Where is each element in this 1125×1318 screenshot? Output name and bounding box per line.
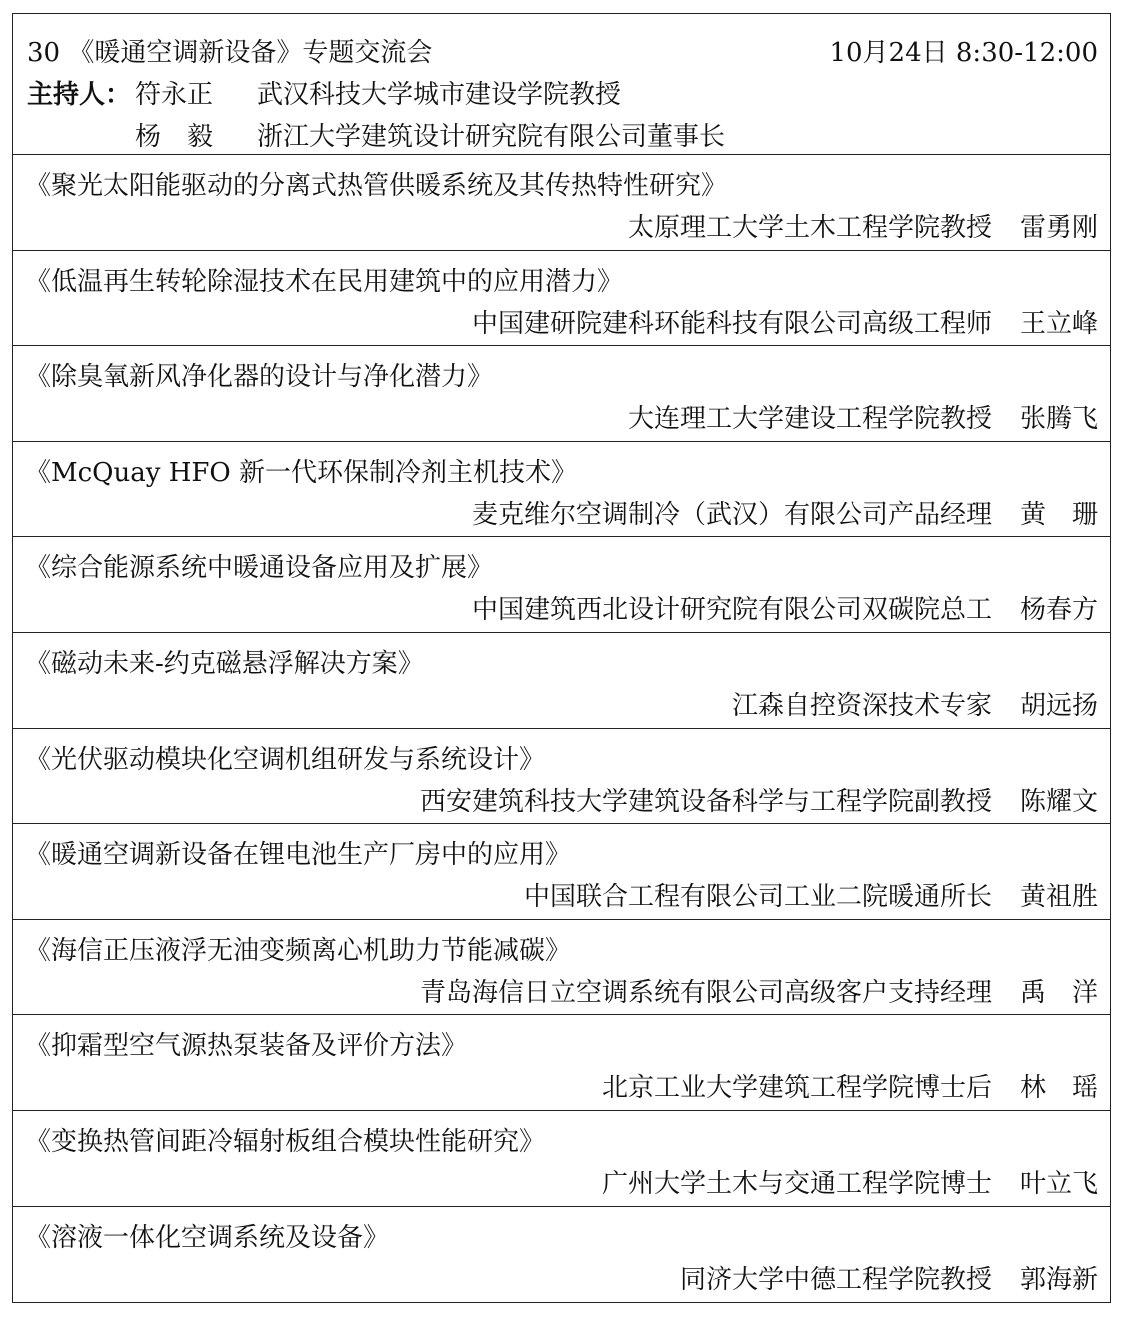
talk-row <box>13 824 1110 920</box>
host-affiliation: 武汉科技大学城市建设学院教授 <box>257 80 622 110</box>
host-line-2 <box>27 120 725 154</box>
speaker-affiliation: 西安建筑科技大学建筑设备科学与工程学院副教授 <box>419 786 992 817</box>
speaker-affiliation: 中国联合工程有限公司工业二院暖通所长 <box>523 882 992 913</box>
talk-row <box>13 155 1110 251</box>
talk-speaker <box>524 880 1098 914</box>
speaker-name: 林 瑶 <box>1019 1073 1098 1104</box>
talk-speaker <box>628 402 1098 436</box>
host-label: 主持人： <box>27 80 132 110</box>
talk-row <box>13 920 1110 1016</box>
talk-title: 《光伏驱动模块化空调机组研发与系统设计》 <box>25 744 546 775</box>
speaker-name: 郭海新 <box>1019 1264 1098 1295</box>
talk-title: 《除臭氧新风净化器的设计与净化潜力》 <box>25 362 494 393</box>
speaker-affiliation: 中国建研院建科环能科技有限公司高级工程师 <box>471 308 992 339</box>
talk-row <box>13 1207 1110 1303</box>
talk-speaker <box>420 785 1098 819</box>
speaker-affiliation: 麦克维尔空调制冷（武汉）有限公司产品经理 <box>471 499 992 530</box>
session-title: 30 《暖通空调新设备》专题交流会 <box>27 38 433 68</box>
talk-title: 《综合能源系统中暖通设备应用及扩展》 <box>25 553 494 584</box>
talk-title: 《海信正压液浮无油变频离心机助力节能减碳》 <box>25 935 572 966</box>
talk-row <box>13 633 1110 729</box>
talk-speaker <box>602 1167 1098 1201</box>
talk-title: 《暖通空调新设备在锂电池生产厂房中的应用》 <box>25 840 572 871</box>
talk-row <box>13 1015 1110 1111</box>
agenda-table <box>12 13 1111 1303</box>
talk-title: 《聚光太阳能驱动的分离式热管供暖系统及其传热特性研究》 <box>25 171 728 201</box>
talk-title: 《溶液一体化空调系统及设备》 <box>25 1222 390 1253</box>
talk-speaker <box>732 689 1098 723</box>
speaker-name: 禹 洋 <box>1019 977 1098 1008</box>
speaker-affiliation: 青岛海信日立空调系统有限公司高级客户支持经理 <box>419 977 992 1008</box>
speaker-affiliation: 同济大学中德工程学院教授 <box>679 1264 992 1295</box>
talk-speaker <box>420 976 1098 1010</box>
talk-row <box>13 1111 1110 1207</box>
speaker-name: 王立峰 <box>1019 308 1098 339</box>
talk-speaker <box>680 1263 1098 1297</box>
speaker-name: 陈耀文 <box>1019 786 1098 817</box>
host-name: 符永正 <box>135 80 214 110</box>
speaker-name: 杨春方 <box>1019 595 1098 626</box>
speaker-name: 雷勇刚 <box>1019 213 1098 243</box>
host-name: 杨 毅 <box>135 122 214 152</box>
talk-row <box>13 729 1110 825</box>
talk-title: 《低温再生转轮除湿技术在民用建筑中的应用潜力》 <box>25 266 624 297</box>
talk-title: 《McQuay HFO 新一代环保制冷剂主机技术》 <box>25 457 577 488</box>
talk-title: 《抑霜型空气源热泵装备及评价方法》 <box>25 1031 468 1062</box>
talk-speaker <box>628 211 1098 245</box>
talk-speaker <box>472 307 1098 341</box>
speaker-affiliation: 中国建筑西北设计研究院有限公司双碳院总工 <box>471 595 992 626</box>
talk-row <box>13 346 1110 442</box>
speaker-name: 胡远扬 <box>1019 690 1098 721</box>
speaker-affiliation: 太原理工大学土木工程学院教授 <box>627 213 992 243</box>
speaker-name: 黄祖胜 <box>1019 882 1098 913</box>
speaker-name: 张腾飞 <box>1019 404 1098 435</box>
speaker-affiliation: 江森自控资深技术专家 <box>731 690 992 721</box>
talk-speaker <box>472 498 1098 532</box>
talk-speaker <box>472 593 1098 627</box>
session-header <box>13 14 1110 155</box>
session-date: 10月24日 8:30-12:00 <box>829 38 1098 68</box>
talk-row <box>13 537 1110 633</box>
talk-speaker <box>602 1071 1098 1105</box>
talk-title: 《变换热管间距冷辐射板组合模块性能研究》 <box>25 1126 546 1157</box>
speaker-name: 叶立飞 <box>1019 1168 1098 1199</box>
speaker-affiliation: 大连理工大学建设工程学院教授 <box>627 404 992 435</box>
talk-title: 《磁动未来-约克磁悬浮解决方案》 <box>25 648 424 679</box>
host-line-1 <box>27 78 621 112</box>
speaker-name: 黄 珊 <box>1019 499 1098 530</box>
talk-row <box>13 442 1110 538</box>
talk-row <box>13 251 1110 347</box>
speaker-affiliation: 北京工业大学建筑工程学院博士后 <box>601 1073 992 1104</box>
speaker-affiliation: 广州大学土木与交通工程学院博士 <box>601 1168 992 1199</box>
host-affiliation: 浙江大学建筑设计研究院有限公司董事长 <box>257 122 726 152</box>
